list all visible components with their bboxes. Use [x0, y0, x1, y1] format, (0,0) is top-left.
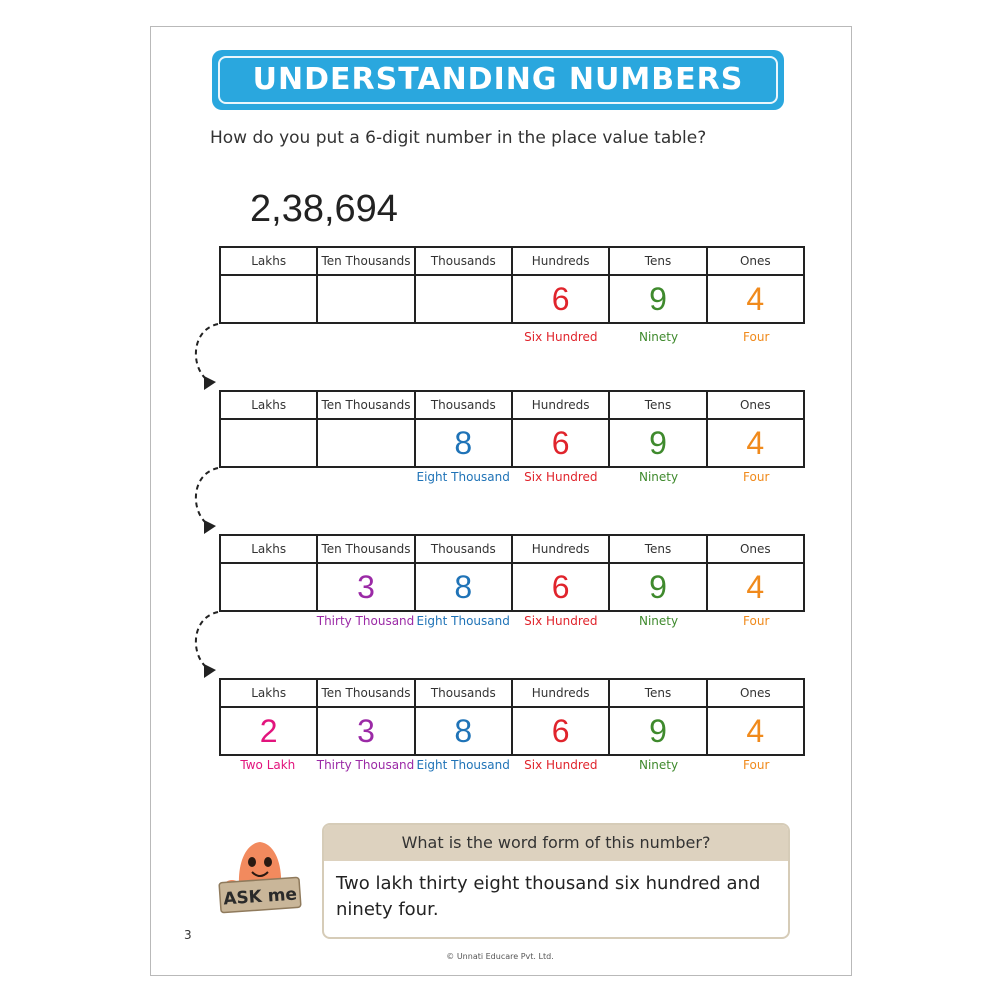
header-lakhs: Lakhs — [220, 535, 317, 563]
header-ones: Ones — [707, 679, 804, 707]
place-value-table-2 — [219, 390, 805, 468]
word-form-answer: Two lakh thirty eight thousand six hundred and ninety four. — [336, 873, 761, 920]
label-ten-thousands: Thirty Thousand — [316, 758, 415, 772]
label-thousands: Eight Thousand — [416, 470, 510, 484]
curved-arrow-icon — [188, 320, 228, 392]
label-thousands — [414, 330, 512, 364]
label-ones: Four — [743, 614, 770, 628]
place-value-table-4 — [219, 678, 805, 756]
orange-blob-mascot-icon — [212, 834, 308, 920]
digit-row — [220, 419, 804, 467]
digit-thousands: 8 — [415, 563, 512, 611]
label-thousands: Eight Thousand — [416, 614, 510, 628]
digit-row — [220, 275, 804, 323]
header-lakhs: Lakhs — [220, 679, 317, 707]
header-tens: Tens — [609, 247, 706, 275]
digit-ten-thousands — [317, 275, 414, 323]
label-hundreds: Six Hundred — [524, 758, 598, 772]
label-ones: Four — [743, 758, 770, 772]
header-thousands: Thousands — [415, 391, 512, 419]
word-form-box — [322, 823, 790, 939]
label-ten-thousands — [317, 330, 415, 364]
digit-thousands: 8 — [415, 419, 512, 467]
label-tens: Ninety — [638, 758, 679, 772]
header-row — [220, 247, 804, 275]
header-thousands: Thousands — [415, 247, 512, 275]
value-labels-2 — [219, 470, 805, 504]
curved-arrow-icon — [188, 608, 228, 680]
title-banner — [212, 50, 784, 110]
header-hundreds: Hundreds — [512, 535, 609, 563]
mascot-sign-text: ASK me — [222, 884, 298, 910]
page-title: UNDERSTANDING NUMBERS — [252, 62, 744, 97]
label-thousands: Eight Thousand — [416, 758, 510, 772]
label-lakhs — [219, 330, 317, 364]
digit-tens: 9 — [609, 275, 706, 323]
header-row — [220, 391, 804, 419]
digit-row — [220, 563, 804, 611]
label-ones: Four — [743, 470, 770, 484]
digit-lakhs — [220, 419, 317, 467]
header-tens: Tens — [609, 679, 706, 707]
header-hundreds: Hundreds — [512, 391, 609, 419]
page-number: 3 — [184, 928, 192, 942]
label-tens: Ninety — [638, 470, 679, 484]
digit-ten-thousands: 3 — [317, 563, 414, 611]
digit-ones: 4 — [707, 707, 804, 755]
header-hundreds: Hundreds — [512, 679, 609, 707]
place-value-table-1 — [219, 246, 805, 324]
digit-tens: 9 — [609, 419, 706, 467]
digit-ten-thousands — [317, 419, 414, 467]
header-tens: Tens — [609, 391, 706, 419]
header-thousands: Thousands — [415, 535, 512, 563]
digit-ten-thousands: 3 — [317, 707, 414, 755]
header-hundreds: Hundreds — [512, 247, 609, 275]
digit-hundreds: 6 — [512, 707, 609, 755]
digit-lakhs — [220, 563, 317, 611]
digit-thousands — [415, 275, 512, 323]
digit-ones: 4 — [707, 563, 804, 611]
example-number: 2,38,694 — [250, 188, 398, 230]
digit-hundreds: 6 — [512, 275, 609, 323]
digit-lakhs — [220, 275, 317, 323]
digit-hundreds: 6 — [512, 419, 609, 467]
label-hundreds: Six Hundred — [524, 614, 598, 628]
label-hundreds: Six Hundred — [524, 470, 598, 484]
label-ten-thousands: Thirty Thousand — [316, 614, 415, 628]
header-ten-thousands: Ten Thousands — [317, 535, 414, 563]
header-row — [220, 535, 804, 563]
digit-ones: 4 — [707, 275, 804, 323]
digit-tens: 9 — [609, 563, 706, 611]
label-tens: Ninety — [638, 330, 679, 344]
header-ones: Ones — [707, 535, 804, 563]
curved-arrow-icon — [188, 464, 228, 536]
label-lakhs: Two Lakh — [240, 758, 296, 772]
label-lakhs — [219, 470, 317, 504]
header-thousands: Thousands — [415, 679, 512, 707]
word-form-question: What is the word form of this number? — [324, 825, 788, 861]
label-ten-thousands — [317, 470, 415, 504]
copyright-footer: © Unnati Educare Pvt. Ltd. — [446, 952, 554, 961]
place-value-table-3 — [219, 534, 805, 612]
header-row — [220, 679, 804, 707]
header-ten-thousands: Ten Thousands — [317, 391, 414, 419]
header-ten-thousands: Ten Thousands — [317, 679, 414, 707]
label-hundreds: Six Hundred — [524, 330, 598, 344]
digit-hundreds: 6 — [512, 563, 609, 611]
label-lakhs — [219, 614, 317, 648]
header-ones: Ones — [707, 247, 804, 275]
header-lakhs: Lakhs — [220, 247, 317, 275]
header-ones: Ones — [707, 391, 804, 419]
label-tens: Ninety — [638, 614, 679, 628]
value-labels-1 — [219, 330, 805, 364]
digit-row — [220, 707, 804, 755]
value-labels-4 — [219, 758, 805, 792]
header-tens: Tens — [609, 535, 706, 563]
digit-ones: 4 — [707, 419, 804, 467]
digit-lakhs: 2 — [220, 707, 317, 755]
intro-question: How do you put a 6-digit number in the place value table? — [210, 128, 707, 148]
digit-tens: 9 — [609, 707, 706, 755]
digit-thousands: 8 — [415, 707, 512, 755]
header-ten-thousands: Ten Thousands — [317, 247, 414, 275]
value-labels-3 — [219, 614, 805, 648]
label-ones: Four — [743, 330, 770, 344]
header-lakhs: Lakhs — [220, 391, 317, 419]
